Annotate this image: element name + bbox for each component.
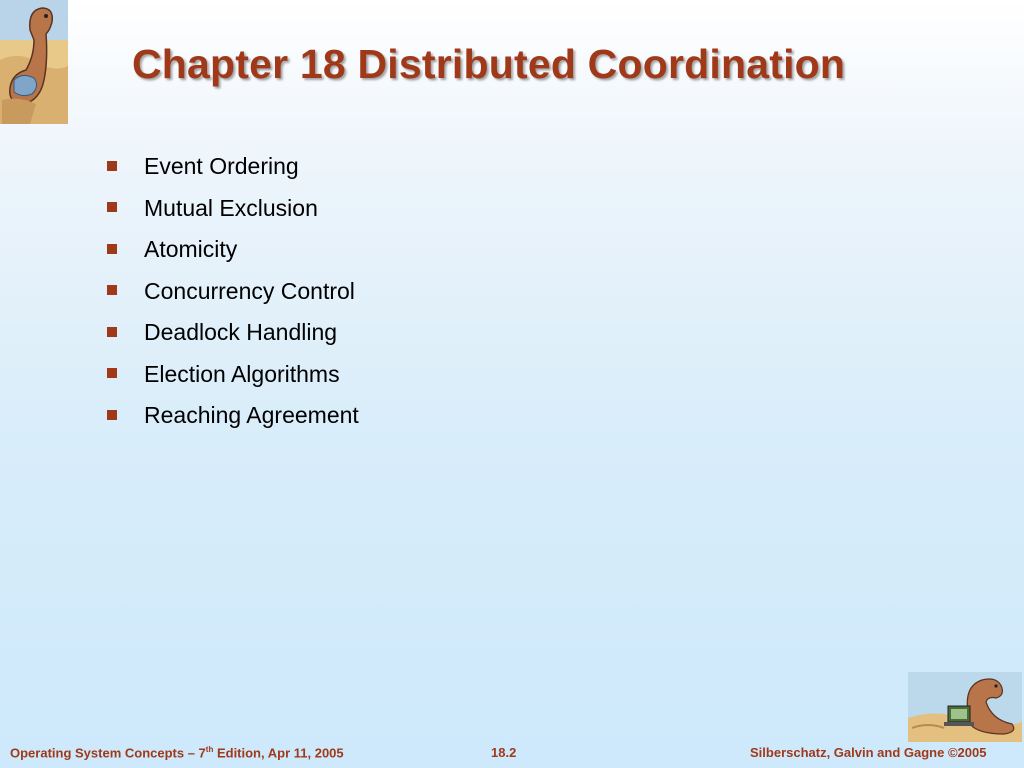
square-bullet-icon — [107, 202, 117, 212]
bullet-text: Atomicity — [144, 236, 238, 263]
bullet-item-event-ordering — [107, 146, 359, 188]
bullet-text: Event Ordering — [144, 153, 299, 180]
bullet-text: Deadlock Handling — [144, 319, 338, 346]
square-bullet-icon — [107, 327, 117, 337]
dinosaur-laptop-icon — [908, 672, 1022, 742]
bullet-text: Reaching Agreement — [144, 402, 359, 429]
bullet-text: Mutual Exclusion — [144, 194, 318, 221]
bullet-text: Concurrency Control — [144, 277, 355, 304]
dinosaur-logo-icon — [0, 0, 68, 124]
footer-copyright: Silberschatz, Galvin and Gagne ©2005 — [750, 745, 987, 760]
footer-book-title: Operating System Concepts – 7th Edition, Apr 11, 2005 — [10, 745, 344, 761]
square-bullet-icon — [107, 368, 117, 378]
bullet-item-atomicity — [107, 229, 359, 271]
bullet-text: Election Algorithms — [144, 360, 340, 387]
bullet-item-concurrency-control — [107, 271, 359, 313]
bullet-item-reaching-agreement — [107, 395, 359, 437]
square-bullet-icon — [107, 244, 117, 254]
square-bullet-icon — [107, 410, 117, 420]
bullet-item-deadlock-handling — [107, 312, 359, 354]
bullet-item-mutual-exclusion — [107, 188, 359, 230]
bullet-list — [107, 146, 359, 437]
square-bullet-icon — [107, 285, 117, 295]
square-bullet-icon — [107, 161, 117, 171]
slide-title: Chapter 18 Distributed Coordination — [132, 41, 846, 87]
bullet-item-election-algorithms — [107, 354, 359, 396]
footer-page-number: 18.2 — [491, 745, 517, 760]
